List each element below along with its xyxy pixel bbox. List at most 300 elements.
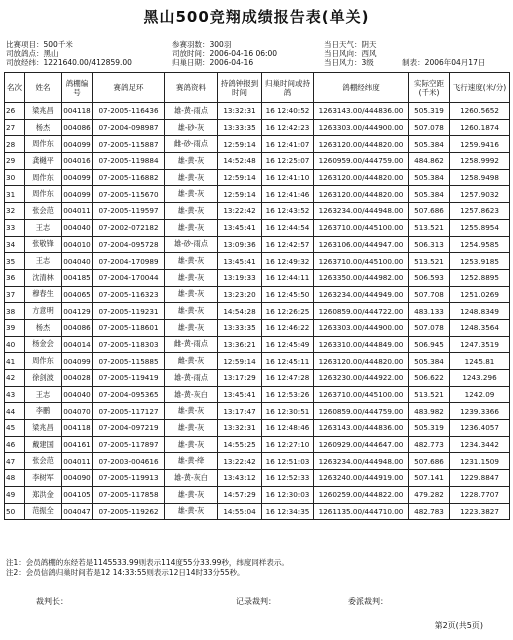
cell-speed: 1254.9585: [450, 236, 510, 253]
cell-distance: 507.078: [409, 119, 450, 136]
cell-arrival-time: 16 12:45:50: [262, 286, 314, 303]
cell-coords: 1263120.00/444820.00: [314, 186, 409, 203]
table-row: [5, 119, 510, 136]
cell-clock-time: 13:23:20: [218, 286, 262, 303]
cell-ring: 07-2004-095365: [93, 386, 165, 403]
cell-speed: 1245.81: [450, 353, 510, 370]
cell-name: 张敬锋: [25, 236, 62, 253]
cell-name: 李鹏: [25, 403, 62, 420]
cell-loft-no: 004090: [62, 470, 93, 487]
cell-distance: 483.133: [409, 303, 450, 320]
cell-name: 李树军: [25, 470, 62, 487]
cell-rank: 29: [5, 153, 25, 170]
cell-coords: 1263120.00/444820.00: [314, 353, 409, 370]
header-ring: 赛鸽足环: [93, 73, 165, 103]
cell-coords: 1263106.00/444947.00: [314, 236, 409, 253]
cell-name: 沈清林: [25, 269, 62, 286]
cell-distance: 505.384: [409, 169, 450, 186]
table-row: [5, 353, 510, 370]
cell-clock-time: 13:45:41: [218, 219, 262, 236]
release-point: 司放鸽点：黑山: [6, 49, 59, 58]
cell-pigeon-info: 雄-黄-灰: [165, 169, 218, 186]
cell-speed: 1229.8847: [450, 470, 510, 487]
return-date: 归巢日期：2006-04-16: [172, 58, 254, 67]
cell-name: 周作东: [25, 186, 62, 203]
cell-pigeon-info: 雄-黄-灰白: [165, 470, 218, 487]
cell-loft-no: 004040: [62, 253, 93, 270]
cell-arrival-time: 16 12:41:10: [262, 169, 314, 186]
cell-distance: 506.622: [409, 370, 450, 387]
cell-distance: 507.686: [409, 203, 450, 220]
header-pigeon-info: 赛鸽资料: [165, 73, 218, 103]
cell-arrival-time: 16 12:41:07: [262, 136, 314, 153]
cell-arrival-time: 16 12:45:49: [262, 336, 314, 353]
cell-ring: 07-2005-116436: [93, 103, 165, 120]
cell-arrival-time: 16 12:44:54: [262, 219, 314, 236]
table-row: [5, 169, 510, 186]
cell-rank: 39: [5, 319, 25, 336]
cell-speed: 1228.7707: [450, 486, 510, 503]
cell-rank: 30: [5, 169, 25, 186]
cell-coords: 1263710.00/445100.00: [314, 219, 409, 236]
cell-clock-time: 13:36:21: [218, 336, 262, 353]
cell-pigeon-info: 雌-砂-雨点: [165, 136, 218, 153]
cell-speed: 1231.1509: [450, 453, 510, 470]
cell-pigeon-info: 雄-黄-灰: [165, 319, 218, 336]
cell-distance: 506.593: [409, 269, 450, 286]
committee-signature: 委派裁判：: [348, 597, 388, 606]
cell-pigeon-info: 雄-黄-灰: [165, 186, 218, 203]
wind-force: 当日风力：3级: [324, 58, 374, 67]
cell-arrival-time: 16 12:49:32: [262, 253, 314, 270]
cell-rank: 28: [5, 136, 25, 153]
cell-pigeon-info: 雄-黄-灰: [165, 420, 218, 437]
cell-ring: 07-2004-170044: [93, 269, 165, 286]
cell-speed: 1248.8349: [450, 303, 510, 320]
cell-name: 王志: [25, 386, 62, 403]
race-info-col1: [6, 40, 161, 67]
table-row: [5, 303, 510, 320]
cell-rank: 50: [5, 503, 25, 520]
race-item: 比赛项目：500千米: [6, 40, 73, 49]
cell-arrival-time: 16 12:30:51: [262, 403, 314, 420]
cell-rank: 32: [5, 203, 25, 220]
cell-clock-time: 13:33:35: [218, 319, 262, 336]
cell-speed: 1243.296: [450, 370, 510, 387]
cell-pigeon-info: 雄-黄-灰: [165, 253, 218, 270]
cell-coords: 1263143.00/444836.00: [314, 420, 409, 437]
table-header-row: [5, 73, 510, 103]
table-row: [5, 136, 510, 153]
cell-ring: 07-2005-119597: [93, 203, 165, 220]
cell-coords: 1263303.00/444900.00: [314, 319, 409, 336]
cell-loft-no: 004011: [62, 453, 93, 470]
cell-coords: 1263120.00/444820.00: [314, 136, 409, 153]
cell-loft-no: 004040: [62, 386, 93, 403]
cell-arrival-time: 16 12:34:35: [262, 503, 314, 520]
cell-clock-time: 14:55:04: [218, 503, 262, 520]
cell-pigeon-info: 雄-黄-雨点: [165, 103, 218, 120]
cell-coords: 1260959.00/444759.00: [314, 153, 409, 170]
cell-rank: 46: [5, 436, 25, 453]
report-title: 黑山500竞翔成绩报告表(单关): [143, 8, 370, 26]
cell-name: 周作东: [25, 136, 62, 153]
wind-direction: 当日风向：西风: [324, 49, 377, 58]
cell-loft-no: 004099: [62, 136, 93, 153]
cell-speed: 1260.5652: [450, 103, 510, 120]
cell-coords: 1263310.00/444849.00: [314, 336, 409, 353]
cell-loft-no: 004118: [62, 420, 93, 437]
cell-clock-time: 13:33:35: [218, 119, 262, 136]
cell-arrival-time: 16 12:51:03: [262, 453, 314, 470]
cell-rank: 34: [5, 236, 25, 253]
cell-speed: 1223.3827: [450, 503, 510, 520]
cell-name: 方意明: [25, 303, 62, 320]
table-row: [5, 319, 510, 336]
table-row: [5, 436, 510, 453]
footnotes: [6, 558, 289, 578]
table-row: [5, 503, 510, 520]
cell-speed: 1257.8623: [450, 203, 510, 220]
cell-distance: 506.313: [409, 236, 450, 253]
cell-pigeon-info: 雄-黄-灰: [165, 286, 218, 303]
cell-coords: 1263230.00/444922.00: [314, 370, 409, 387]
cell-clock-time: 13:22:42: [218, 203, 262, 220]
cell-name: 郑洪金: [25, 486, 62, 503]
cell-ring: 07-2005-117858: [93, 486, 165, 503]
header-name: 姓名: [25, 73, 62, 103]
release-time: 司放时间：2006-04-16 06:00: [172, 49, 278, 58]
cell-pigeon-info: 雄-黄-灰: [165, 203, 218, 220]
cell-name: 梁兆昌: [25, 420, 62, 437]
cell-ring: 07-2005-119262: [93, 503, 165, 520]
results-table: [4, 72, 510, 520]
cell-speed: 1251.0269: [450, 286, 510, 303]
cell-ring: 07-2005-116323: [93, 286, 165, 303]
page-number: 第2页(共5页): [434, 621, 483, 630]
cell-coords: 1260259.00/444822.00: [314, 486, 409, 503]
cell-clock-time: 14:52:48: [218, 153, 262, 170]
cell-name: 张会范: [25, 453, 62, 470]
cell-coords: 1260859.00/444759.00: [314, 403, 409, 420]
cell-name: 王志: [25, 219, 62, 236]
cell-pigeon-info: 雌-黄-灰: [165, 353, 218, 370]
cell-ring: 07-2005-115670: [93, 186, 165, 203]
cell-rank: 49: [5, 486, 25, 503]
cell-rank: 38: [5, 303, 25, 320]
table-row: [5, 403, 510, 420]
cell-coords: 1263710.00/445100.00: [314, 253, 409, 270]
cell-coords: 1263234.00/444948.00: [314, 453, 409, 470]
cell-rank: 41: [5, 353, 25, 370]
cell-clock-time: 12:59:14: [218, 136, 262, 153]
cell-ring: 07-2005-119231: [93, 303, 165, 320]
cell-loft-no: 004129: [62, 303, 93, 320]
cell-arrival-time: 16 12:41:46: [262, 186, 314, 203]
cell-pigeon-info: 雄-黄-灰: [165, 403, 218, 420]
cell-clock-time: 14:55:25: [218, 436, 262, 453]
cell-name: 张会范: [25, 203, 62, 220]
cell-arrival-time: 16 12:53:26: [262, 386, 314, 403]
table-row: [5, 269, 510, 286]
table-row: [5, 103, 510, 120]
cell-pigeon-info: 雌-黄-雨点: [165, 336, 218, 353]
cell-arrival-time: 16 12:25:07: [262, 153, 314, 170]
cell-coords: 1261135.00/444710.00: [314, 503, 409, 520]
cell-pigeon-info: 雄-砂-雨点: [165, 236, 218, 253]
cell-distance: 513.521: [409, 386, 450, 403]
table-row: [5, 470, 510, 487]
cell-clock-time: 13:43:12: [218, 470, 262, 487]
cell-distance: 507.141: [409, 470, 450, 487]
cell-speed: 1257.9032: [450, 186, 510, 203]
cell-clock-time: 13:09:36: [218, 236, 262, 253]
cell-speed: 1234.3442: [450, 436, 510, 453]
entry-count: 参赛羽数：300羽: [172, 40, 232, 49]
cell-ring: 07-2005-119913: [93, 470, 165, 487]
cell-loft-no: 004086: [62, 119, 93, 136]
cell-distance: 505.319: [409, 103, 450, 120]
cell-name: 周作东: [25, 353, 62, 370]
table-row: [5, 486, 510, 503]
race-info: [6, 40, 506, 76]
cell-clock-time: 13:32:31: [218, 420, 262, 437]
cell-loft-no: 004016: [62, 153, 93, 170]
table-row: [5, 370, 510, 387]
cell-ring: 07-2005-116882: [93, 169, 165, 186]
cell-distance: 483.982: [409, 403, 450, 420]
cell-speed: 1242.09: [450, 386, 510, 403]
cell-distance: 506.945: [409, 336, 450, 353]
wind-force-line: [324, 58, 509, 67]
cell-ring: 07-2005-118303: [93, 336, 165, 353]
cell-loft-no: 004099: [62, 353, 93, 370]
cell-loft-no: 004099: [62, 169, 93, 186]
cell-speed: 1258.9498: [450, 169, 510, 186]
cell-loft-no: 004099: [62, 186, 93, 203]
cell-distance: 513.521: [409, 219, 450, 236]
cell-clock-time: 13:32:31: [218, 103, 262, 120]
cell-ring: 07-2005-115885: [93, 353, 165, 370]
cell-ring: 07-2004-098987: [93, 119, 165, 136]
cell-ring: 07-2002-072182: [93, 219, 165, 236]
cell-distance: 513.521: [409, 253, 450, 270]
cell-clock-time: 13:45:41: [218, 253, 262, 270]
cell-clock-time: 13:19:33: [218, 269, 262, 286]
cell-speed: 1239.3366: [450, 403, 510, 420]
cell-speed: 1259.9416: [450, 136, 510, 153]
cell-speed: 1252.8895: [450, 269, 510, 286]
cell-arrival-time: 16 12:52:33: [262, 470, 314, 487]
cell-distance: 505.384: [409, 186, 450, 203]
header-rank: 名次: [5, 73, 25, 103]
cell-loft-no: 004185: [62, 269, 93, 286]
table-row: [5, 336, 510, 353]
header-clock-time: 持鸽钟报到时间: [218, 73, 262, 103]
cell-ring: 07-2004-170989: [93, 253, 165, 270]
cell-rank: 33: [5, 219, 25, 236]
table-row: [5, 386, 510, 403]
cell-loft-no: 004010: [62, 236, 93, 253]
cell-loft-no: 004118: [62, 103, 93, 120]
cell-loft-no: 004011: [62, 203, 93, 220]
table-row: [5, 453, 510, 470]
cell-coords: 1263234.00/444948.00: [314, 203, 409, 220]
cell-clock-time: 14:54:28: [218, 303, 262, 320]
cell-arrival-time: 16 12:40:52: [262, 103, 314, 120]
cell-distance: 507.708: [409, 286, 450, 303]
cell-coords: 1263240.00/444919.00: [314, 470, 409, 487]
cell-rank: 42: [5, 370, 25, 387]
cell-arrival-time: 16 12:46:22: [262, 319, 314, 336]
table-row: [5, 420, 510, 437]
cell-distance: 479.282: [409, 486, 450, 503]
cell-name: 杨杰: [25, 119, 62, 136]
cell-ring: 07-2005-115887: [93, 136, 165, 153]
cell-pigeon-info: 雄-砂-灰: [165, 119, 218, 136]
cell-name: 范振全: [25, 503, 62, 520]
cell-speed: 1253.9185: [450, 253, 510, 270]
cell-rank: 35: [5, 253, 25, 270]
header-speed: 飞行速度(米/分): [450, 73, 510, 103]
cell-clock-time: 13:22:42: [218, 453, 262, 470]
cell-rank: 37: [5, 286, 25, 303]
cell-speed: 1258.9992: [450, 153, 510, 170]
cell-name: 龚樾平: [25, 153, 62, 170]
cell-arrival-time: 16 12:45:11: [262, 353, 314, 370]
cell-distance: 484.862: [409, 153, 450, 170]
cell-loft-no: 004086: [62, 319, 93, 336]
cell-pigeon-info: 雄-黄-灰: [165, 303, 218, 320]
cell-speed: 1260.1874: [450, 119, 510, 136]
footnote-1: 注1：会员鸽棚的东经若是1145533.99则表示114度55分33.99秒，纬度同样表示。: [6, 558, 289, 567]
cell-speed: 1247.3519: [450, 336, 510, 353]
cell-name: 杨杰: [25, 319, 62, 336]
cell-arrival-time: 16 12:30:03: [262, 486, 314, 503]
header-loft-no: 鸽棚编号: [62, 73, 93, 103]
cell-loft-no: 004040: [62, 219, 93, 236]
cell-name: 戴建国: [25, 436, 62, 453]
recorder-signature: 记录裁判：: [236, 597, 276, 606]
cell-clock-time: 12:59:14: [218, 353, 262, 370]
cell-distance: 482.773: [409, 436, 450, 453]
cell-pigeon-info: 雄-黄-灰: [165, 153, 218, 170]
table-row: [5, 219, 510, 236]
cell-arrival-time: 16 12:43:52: [262, 203, 314, 220]
cell-speed: 1248.3564: [450, 319, 510, 336]
cell-rank: 26: [5, 103, 25, 120]
cell-rank: 45: [5, 420, 25, 437]
cell-ring: 07-2005-119419: [93, 370, 165, 387]
cell-name: 王志: [25, 253, 62, 270]
header-coords: 鸽棚经纬度: [314, 73, 409, 103]
cell-ring: 07-2004-097219: [93, 420, 165, 437]
cell-arrival-time: 16 12:27:10: [262, 436, 314, 453]
weather: 当日天气：阴天: [324, 40, 377, 49]
cell-coords: 1263143.00/444836.00: [314, 103, 409, 120]
table-row: [5, 286, 510, 303]
cell-rank: 47: [5, 453, 25, 470]
cell-ring: 07-2004-095728: [93, 236, 165, 253]
cell-loft-no: 004105: [62, 486, 93, 503]
cell-coords: 1263303.00/444900.00: [314, 119, 409, 136]
cell-coords: 1263710.00/445100.00: [314, 386, 409, 403]
cell-name: 杨金会: [25, 336, 62, 353]
cell-arrival-time: 16 12:44:11: [262, 269, 314, 286]
cell-pigeon-info: 雄-黄-绛: [165, 453, 218, 470]
cell-coords: 1263234.00/444949.00: [314, 286, 409, 303]
cell-name: 徐剑波: [25, 370, 62, 387]
cell-coords: 1260859.00/444722.00: [314, 303, 409, 320]
cell-pigeon-info: 雄-黄-灰: [165, 486, 218, 503]
cell-name: 梁兆昌: [25, 103, 62, 120]
cell-clock-time: 13:45:41: [218, 386, 262, 403]
cell-speed: 1236.4057: [450, 420, 510, 437]
cell-name: 穆春生: [25, 286, 62, 303]
cell-ring: 07-2005-118601: [93, 319, 165, 336]
cell-loft-no: 004047: [62, 503, 93, 520]
cell-distance: 505.384: [409, 136, 450, 153]
cell-pigeon-info: 雄-黄-灰白: [165, 386, 218, 403]
release-coords: 司放经纬：1221640.00/412859.00: [6, 58, 132, 67]
cell-pigeon-info: 雄-黄-灰: [165, 436, 218, 453]
cell-pigeon-info: 雄-黄-雨点: [165, 370, 218, 387]
cell-loft-no: 004161: [62, 436, 93, 453]
cell-arrival-time: 16 12:26:25: [262, 303, 314, 320]
cell-clock-time: 12:59:14: [218, 169, 262, 186]
cell-loft-no: 004070: [62, 403, 93, 420]
table-row: [5, 153, 510, 170]
footnote-2: 注2：会员信鸽归巢时间若是12 14:33:55则表示12日14时33分55秒。: [6, 568, 245, 577]
cell-clock-time: 13:17:29: [218, 370, 262, 387]
header-arrival-time: 归巢时间或持鸽: [262, 73, 314, 103]
cell-distance: 507.078: [409, 319, 450, 336]
cell-loft-no: 004028: [62, 370, 93, 387]
cell-rank: 48: [5, 470, 25, 487]
cell-ring: 07-2005-117127: [93, 403, 165, 420]
header-distance: 实际空距(千米): [409, 73, 450, 103]
cell-pigeon-info: 雄-黄-灰: [165, 219, 218, 236]
cell-coords: 1263120.00/444820.00: [314, 169, 409, 186]
race-info-col2: [172, 40, 322, 67]
cell-clock-time: 14:57:29: [218, 486, 262, 503]
cell-loft-no: 004065: [62, 286, 93, 303]
table-row: [5, 203, 510, 220]
cell-coords: 1263350.00/444982.00: [314, 269, 409, 286]
cell-distance: 482.783: [409, 503, 450, 520]
table-row: [5, 236, 510, 253]
cell-arrival-time: 16 12:48:46: [262, 420, 314, 437]
cell-pigeon-info: 雄-黄-灰: [165, 269, 218, 286]
cell-coords: 1260929.00/444647.00: [314, 436, 409, 453]
cell-distance: 507.686: [409, 453, 450, 470]
cell-distance: 505.384: [409, 353, 450, 370]
cell-ring: 07-2005-119884: [93, 153, 165, 170]
cell-rank: 44: [5, 403, 25, 420]
cell-rank: 43: [5, 386, 25, 403]
cell-pigeon-info: 雄-黄-灰: [165, 503, 218, 520]
cell-loft-no: 004014: [62, 336, 93, 353]
cell-rank: 40: [5, 336, 25, 353]
cell-ring: 07-2005-117897: [93, 436, 165, 453]
cell-distance: 505.319: [409, 420, 450, 437]
race-info-col3: [324, 40, 509, 67]
made-date: 制表：2006年04月17日: [402, 58, 486, 67]
table-row: [5, 253, 510, 270]
cell-name: 周作东: [25, 169, 62, 186]
cell-rank: 27: [5, 119, 25, 136]
cell-clock-time: 12:59:14: [218, 186, 262, 203]
